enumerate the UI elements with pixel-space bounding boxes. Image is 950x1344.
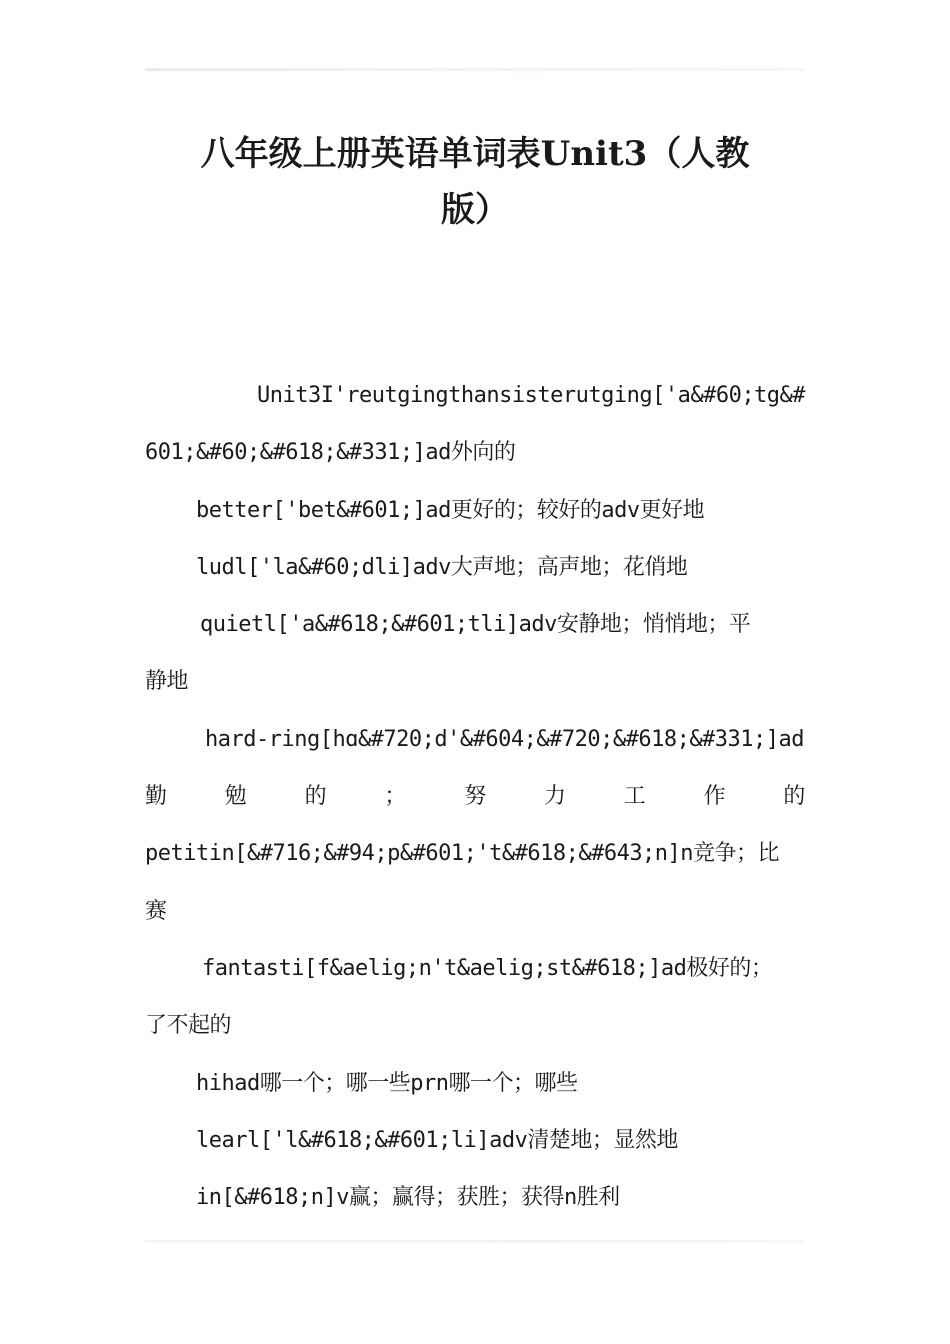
entry-line: better['bet&#601;]ad更好的；较好的adv更好地 [196, 497, 705, 523]
entry-line: petitin[&#716;&#94;p&#601;'t&#618;&#643;n]n竞争；比 [145, 841, 780, 867]
entry-char: 努 [464, 784, 486, 810]
entry-char: ； [384, 784, 406, 810]
entry-line: 静地 [145, 669, 189, 695]
entry-line: 赛 [145, 898, 167, 924]
entry-line: ludl['la&#60;dli]adv大声地；高声地；花俏地 [196, 554, 688, 580]
entry-line: hard-ring[hɑ&#720;d'&#604;&#720;&#618;&#331;]ad [205, 726, 805, 752]
document-title [145, 126, 805, 238]
entry-char: 作 [703, 784, 726, 810]
entry-line: fantasti[f&aelig;n't&aelig;st&#618;]ad极好的； [202, 955, 773, 981]
entry-line: in[&#618;n]v赢；赢得；获胜；获得n胜利 [196, 1185, 620, 1211]
entry-char: 的 [783, 784, 805, 810]
entry-char: 工 [623, 784, 646, 810]
vocab-entry-clearly [145, 1112, 805, 1169]
entry-line: learl['l&#618;&#601;li]adv清楚地；显然地 [196, 1127, 678, 1153]
vocab-entry-quietly [145, 596, 805, 711]
vocab-entry-fantastic [145, 940, 805, 1055]
vocab-entry-win [145, 1169, 805, 1226]
vocab-entry-better [145, 482, 805, 539]
vocab-entry-outgoing [145, 367, 805, 482]
entry-line: hihad哪一个；哪一些prn哪一个；哪些 [196, 1070, 578, 1096]
entry-line-justified [145, 768, 805, 825]
entry-char: 力 [543, 784, 566, 810]
entry-line: Unit3I'reutgingthansisterutging['a&#60;tg&# [257, 383, 806, 408]
entry-line: 601;&#60;&#618;&#331;]ad外向的 [145, 440, 516, 466]
title-line-2: 版） [441, 190, 509, 230]
vocab-entry-hardworking [145, 711, 805, 940]
header-rule [145, 68, 805, 71]
footer-rule [145, 1240, 805, 1243]
vocab-entry-which [145, 1055, 805, 1112]
entry-line: 了不起的 [145, 1013, 232, 1039]
entry-char: 的 [304, 784, 327, 810]
vocab-entry-loudly [145, 539, 805, 596]
title-line-1: 八年级上册英语单词表Unit3（人教 [200, 134, 750, 174]
entry-char: 勉 [224, 784, 247, 810]
entry-line: quietl['a&#618;&#601;tli]adv安静地；悄悄地；平 [200, 612, 751, 638]
entry-char: 勤 [145, 784, 167, 810]
document-body [145, 367, 805, 1226]
